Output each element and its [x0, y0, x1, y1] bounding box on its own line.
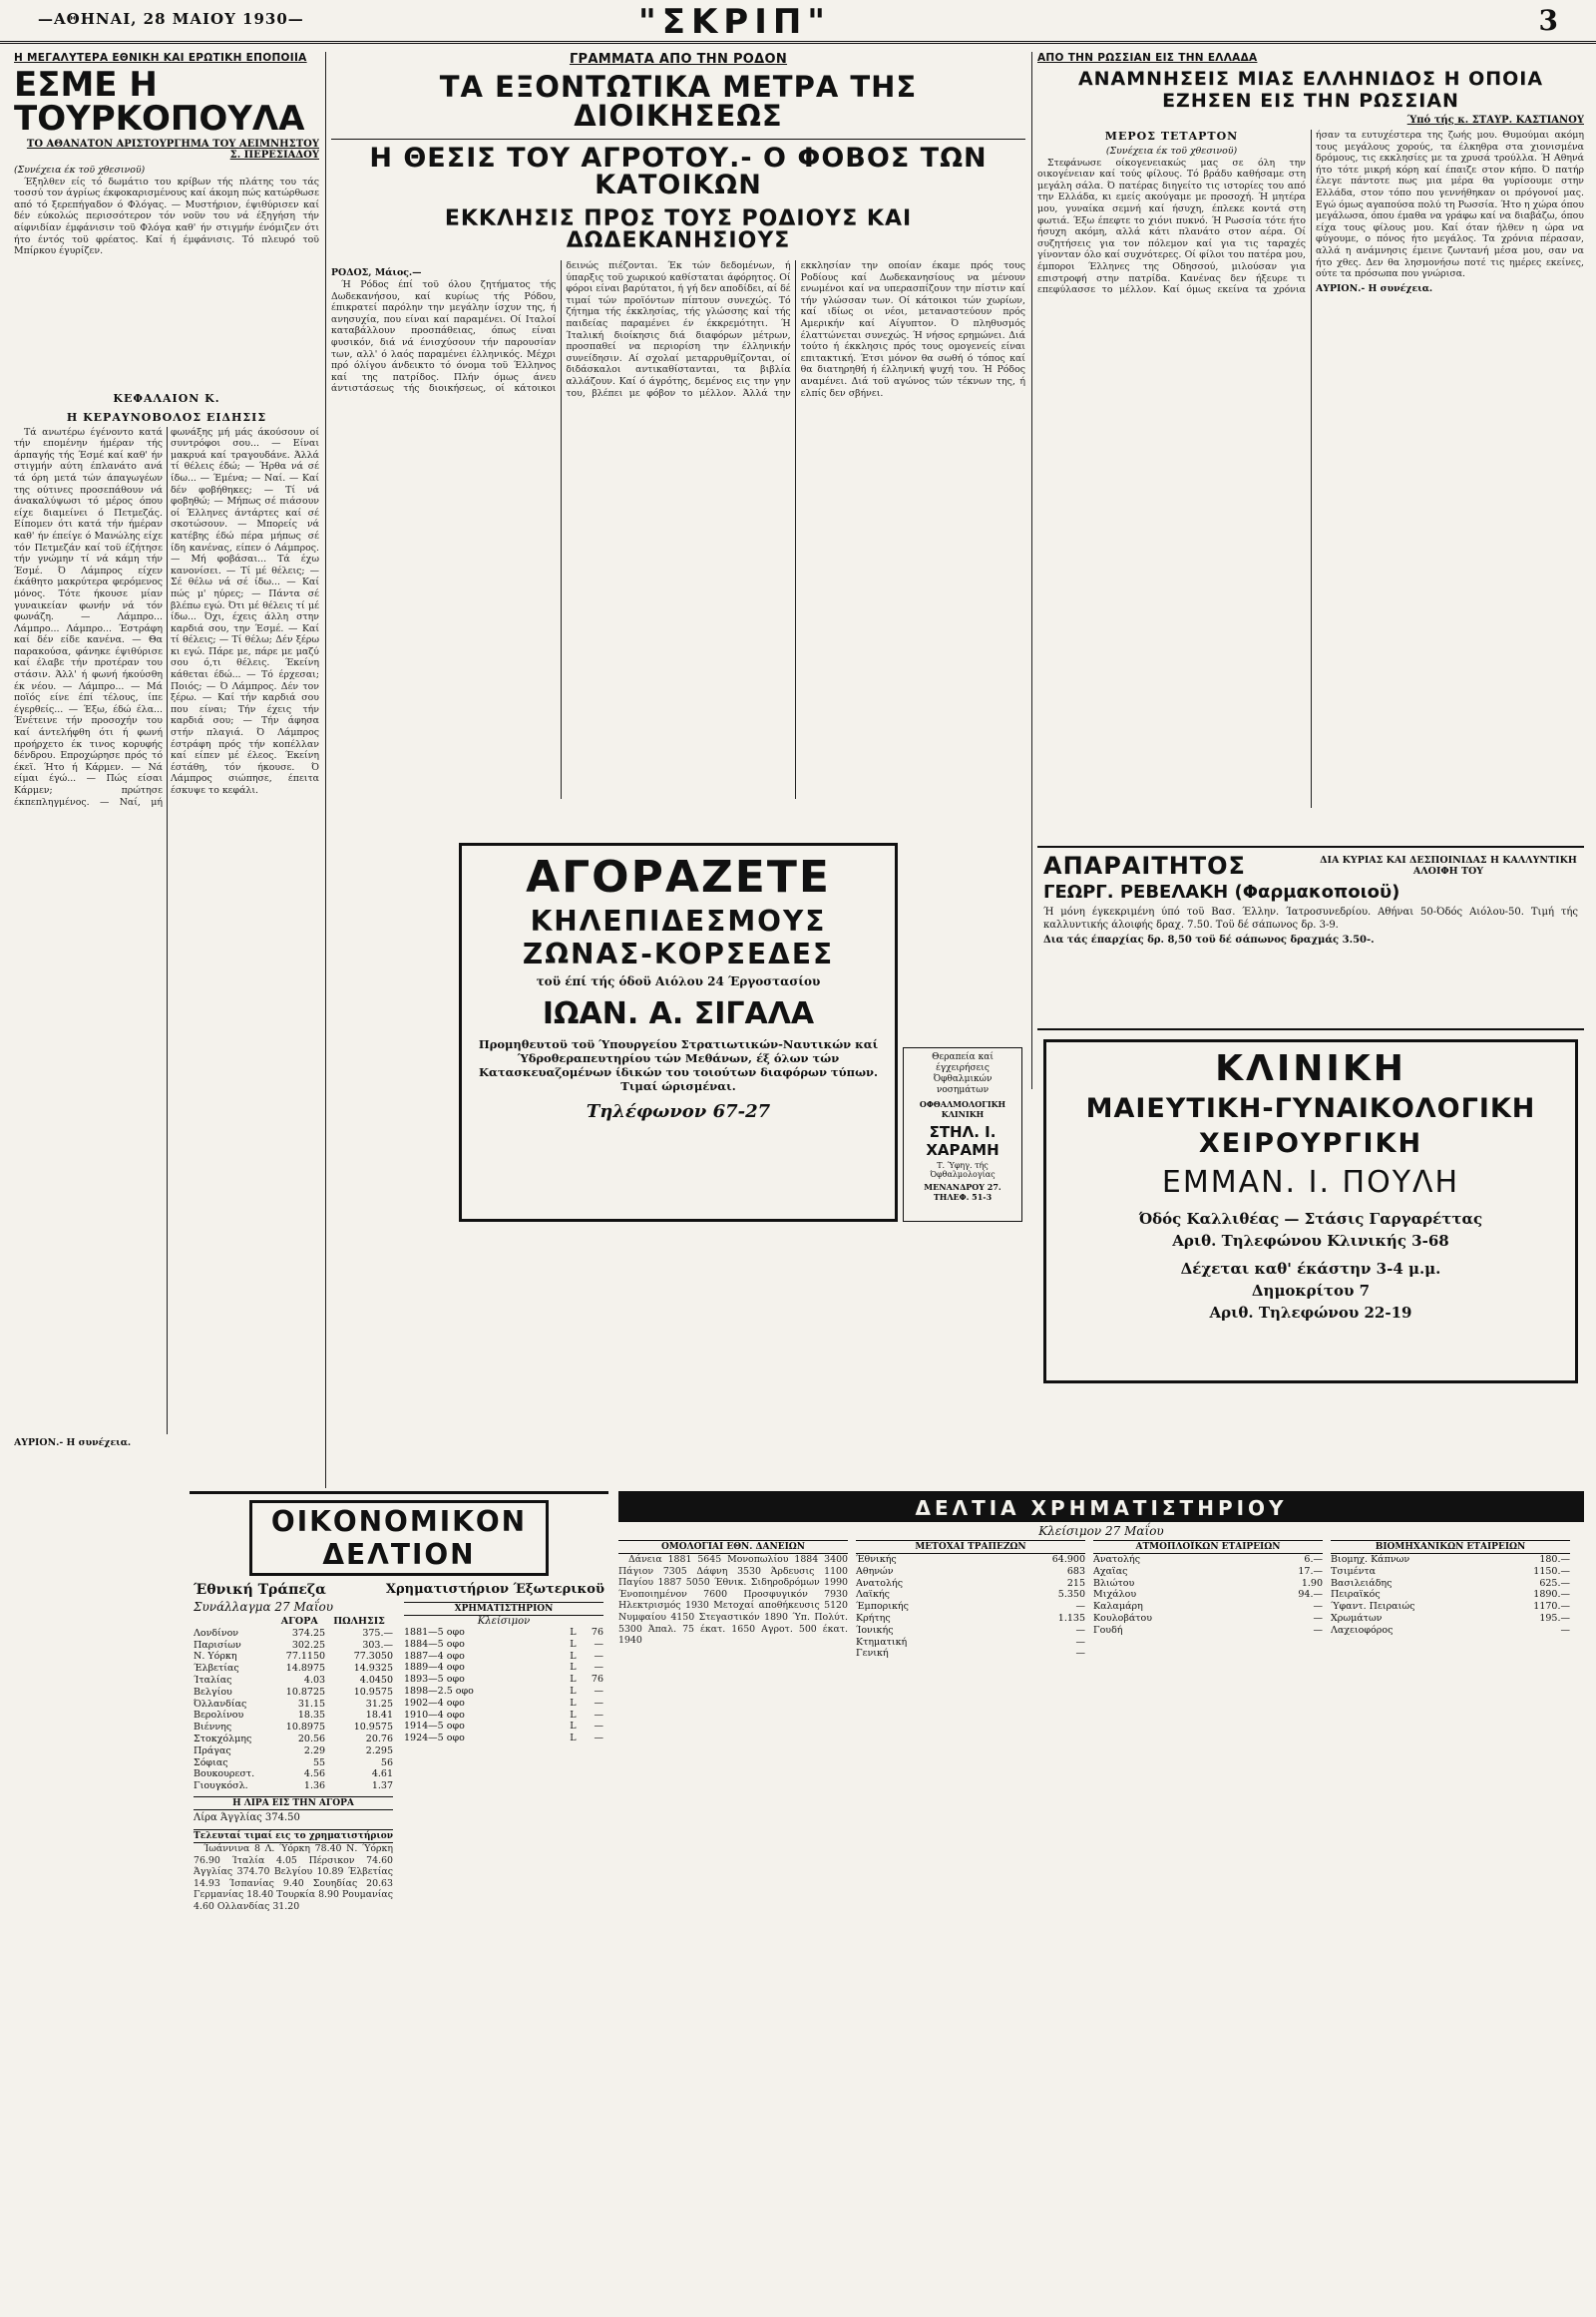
corset-ad-maker: ΙΩΑΝ. Α. ΣΙΓΑΛΑ: [542, 996, 815, 1031]
row-value: 375.—: [362, 1627, 393, 1639]
serial-byline: ΤΟ ΑΘΑΝΑΤΟΝ ΑΡΙΣΤΟΥΡΓΗΜΑ ΤΟΥ ΑΕΙΜΝΗΣΤΟΥ Σ. ΠΕΡΕΣΙΑΔΟΥ: [26, 139, 319, 161]
exchange-rate-row: [194, 1651, 393, 1663]
memoir-headline: ΑΝΑΜΝΗΣΕΙΣ ΜΙΑΣ ΕΛΛΗΝΙΔΟΣ Η ΟΠΟΙΑ ΕΖΗΣΕΝ ΕΙΣ ΤΗΝ ΡΩΣΣΙΑΝ: [1077, 68, 1544, 112]
loan-row: [404, 1662, 603, 1674]
corset-ad-line-4: τοϋ έπί τής όδοϋ Αιόλου 24 Έργοστασίου: [536, 974, 821, 988]
row-label: 1910—4 οφο: [404, 1709, 465, 1721]
russia-memoir-column: [1037, 52, 1584, 840]
bank-share-row: [856, 1566, 1085, 1578]
row-value: 76: [591, 1674, 603, 1686]
industrial-share-row: [1331, 1613, 1570, 1625]
industrial-share-row: [1331, 1625, 1570, 1637]
row-value: 195.—: [1539, 1612, 1570, 1624]
shipping-share-row: [1093, 1613, 1323, 1625]
loans-table: [404, 1627, 603, 1744]
rhodes-headline-1: ΤΑ ΕΞΟΝΤΩΤΙΚΑ ΜΕΤΡΑ ΤΗΣ ΔΙΟΙΚΗΣΕΩΣ: [439, 70, 918, 133]
row-label: 1887—4 οφο: [404, 1650, 465, 1662]
row-label: Παρισίων: [194, 1639, 241, 1651]
loan-row: [404, 1627, 603, 1639]
row-label: Λαϊκής: [856, 1589, 890, 1601]
eye-clinic-line-3: Τ. Ύφηγ. τής Όφθαλμολογίας: [930, 1161, 996, 1179]
corset-advertisement: [459, 843, 898, 1222]
serial-body-text-1: Έξηλθεν είς τό δωμάτιο του κρίβων τής πλάτης του τάς τοσσύ τον άγρίως έκφοκαρισμένους καί άκομη πώς κατώρθωσε από τό ξερεπήγαδον ό Φλόγας. — Μυστήριον, έψιθύρισεν καί δέν εύκολώς περισσότερον τόν νοϋν του νά έξηγήση τήν αίφνιδίαν έμφάνισιν τοϋ Φλόγα καθ' ήν στιγμήν ένόμιζεν ότι ήτο έντός τοϋ φρέατος. Καί ή έμφάνισις. Τό πλευρό τοϋ Μπίρκου έγυρίζεν.: [14, 176, 319, 257]
bank-share-row: [856, 1554, 1085, 1566]
row-value: 17.—: [1298, 1565, 1323, 1577]
loan-row: [404, 1639, 603, 1651]
exchange-rate-row: [194, 1675, 393, 1687]
row-label: Βιομηχ. Κάπνων: [1331, 1554, 1410, 1565]
row-label: Ανατολής: [856, 1577, 904, 1589]
maternity-ad-doctor: ΕΜΜΑΝ. Ι. ΠΟΥΛΗ: [1161, 1165, 1460, 1200]
row-value: 10.8975: [285, 1722, 326, 1734]
row-value: —: [594, 1697, 603, 1709]
row-label: Βασιλειάδης: [1331, 1577, 1393, 1589]
row-value: 1.90: [1301, 1577, 1323, 1589]
row-label: Ν. Υόρκη: [194, 1651, 237, 1663]
row-label: Πειραϊκός: [1331, 1589, 1381, 1601]
cosmetic-ad-subtitle: ΔΙΑ ΚΥΡΙΑΣ ΚΑΙ ΔΕΣΠΟΙΝΙΔΑΣ Η ΚΑΛΛΥΝΤΙΚΗ ΑΛΟΙΦΗ ΤΟΥ: [1320, 855, 1577, 877]
row-label: Ύφαντ. Πειραιώς: [1331, 1601, 1415, 1613]
maternity-ad-hours-2: Δημοκρίτου 7: [1251, 1282, 1371, 1300]
loan-row: [404, 1651, 603, 1663]
row-label: Βερολίνου: [194, 1710, 244, 1722]
row-value: 2.29: [303, 1744, 326, 1756]
industrial-share-row: [1331, 1554, 1570, 1566]
memoir-byline: Ύπό τής κ. ΣΤΑΥΡ. ΚΑΣΤΙΑΝΟΥ: [1406, 115, 1584, 126]
row-value: 56: [380, 1756, 393, 1768]
row-label: Μιχάλου: [1093, 1589, 1137, 1601]
row-label: 1902—4 οφο: [404, 1697, 465, 1709]
row-label: 1884—5 οφο: [404, 1638, 465, 1650]
row-value: —: [594, 1685, 603, 1697]
row-value: 64.900: [1051, 1554, 1085, 1565]
row-label: Κτηματική: [856, 1636, 908, 1648]
loan-row: [404, 1710, 603, 1722]
financial-bulletin: [190, 1491, 608, 2299]
loan-row: [404, 1733, 603, 1744]
exchange-rate-row: [194, 1663, 393, 1675]
row-label: 1893—5 οφο: [404, 1674, 465, 1686]
row-value: 302.25: [291, 1639, 326, 1651]
shipping-share-row: [1093, 1578, 1323, 1590]
row-label: Στοκχόλμης: [194, 1733, 252, 1744]
serial-headline: ΕΣΜΕ Η ΤΟΥΡΚΟΠΟΥΛΑ: [14, 65, 305, 139]
gold-price: Λίρα Άγγλίας 374.50: [194, 1811, 300, 1823]
row-value: 18.41: [365, 1710, 393, 1722]
shipping-share-row: [1093, 1589, 1323, 1601]
exchange-rate-row: [194, 1780, 393, 1792]
exchange-rate-row: [194, 1768, 393, 1780]
row-value: 31.15: [297, 1698, 326, 1710]
page-number: 3: [1538, 4, 1558, 37]
finance-date: Συνάλλαγμα 27 Μαΐου: [194, 1600, 334, 1614]
stock-bulletin: [618, 1491, 1584, 2299]
industrial-share-row: [1331, 1566, 1570, 1578]
column-rule: [325, 52, 326, 1488]
row-value: 77.3050: [353, 1651, 393, 1663]
row-value: 10.9575: [353, 1722, 393, 1734]
column-header: [194, 1616, 273, 1628]
row-value: —: [594, 1709, 603, 1721]
row-value: 94.—: [1298, 1589, 1323, 1601]
row-label: Καλαμάρη: [1093, 1601, 1143, 1613]
row-value: 374.25: [291, 1627, 326, 1639]
loan-row: [404, 1674, 603, 1686]
row-label: Έθνικής: [856, 1554, 897, 1565]
bulletin-col-1: [618, 1540, 848, 2152]
row-label: Ίταλίας: [194, 1674, 232, 1686]
serial-signoff: ΑΥΡΙΟΝ.- Η συνέχεια.: [14, 1436, 132, 1448]
maternity-ad-line-2: ΜΑΙΕΥΤΙΚΗ-ΓΥΝΑΙΚΟΛΟΓΙΚΗ: [1085, 1093, 1536, 1124]
row-value: 1.37: [371, 1780, 393, 1792]
row-label: Πράγας: [194, 1744, 231, 1756]
exchange-rate-row: [194, 1734, 393, 1745]
row-value: L: [570, 1697, 577, 1709]
row-label: Τσιμέντα: [1331, 1565, 1377, 1577]
newspaper-title: "ΣΚΡΙΠ": [638, 2, 832, 42]
masthead: [0, 0, 1596, 44]
row-value: 20.76: [365, 1733, 393, 1744]
column-header: ΠΩΛΗΣΙΣ: [333, 1616, 385, 1627]
row-value: 18.35: [297, 1710, 326, 1722]
row-value: —: [1560, 1624, 1570, 1636]
bourse-text: Ίωάννινα 8 Λ. Ύόρκη 78.40 Ν. Ύόρκη 76.90 Ίταλία 4.05 Πέρσικον 74.60 Άγγλίας 374.70 Βελγίου 10.89 Έλβετίας 14.93 Ίσπανίας 9.40 Σουηδίας 20.63 Γερμανίας 18.40 Τουρκία 8.90 Ρουμανίας 4.60 Ολλανδίας 31.20: [194, 1842, 393, 1912]
row-value: 1.36: [303, 1780, 326, 1792]
row-value: 6.—: [1304, 1554, 1323, 1565]
rhodes-headline-2: Η ΘΕΣΙΣ ΤΟΥ ΑΓΡΟΤΟΥ.- Ο ΦΟΒΟΣ ΤΩΝ ΚΑΤΟΙΚΩΝ: [331, 139, 1025, 198]
row-label: Βουκουρεστ.: [194, 1768, 255, 1780]
bulletin-title: ΔΕΛΤΙΑ ΧΡΗΜΑΤΙΣΤΗΡΙΟΥ: [618, 1494, 1584, 1522]
industrial-share-row: [1331, 1601, 1570, 1613]
issue-date: —ΑΘΗΝΑΙ, 28 ΜΑΙΟΥ 1930—: [38, 10, 304, 28]
row-label: Ανατολής: [1093, 1554, 1141, 1565]
row-label: Αχαΐας: [1093, 1565, 1128, 1577]
row-value: —: [1075, 1624, 1085, 1636]
row-label: Αθηνών: [856, 1565, 894, 1577]
row-value: 625.—: [1539, 1577, 1570, 1589]
gold-title: Η ΛΙΡΑ ΕΙΣ ΤΗΝ ΑΓΟΡΑ: [194, 1796, 393, 1810]
eye-clinic-line-1: Θεραπεία καί έγχειρήσεις Όφθαλμικών νοσημάτων: [932, 1052, 994, 1095]
shipping-share-row: [1093, 1625, 1323, 1637]
bank-share-row: [856, 1625, 1085, 1637]
bank-share-row: [856, 1648, 1085, 1660]
row-value: —: [1075, 1636, 1085, 1648]
maternity-ad-address-2: Αριθ. Τηλεφώνου Κλινικής 3-68: [1172, 1232, 1449, 1250]
row-value: 1890.—: [1533, 1589, 1570, 1601]
bulletin-col-4: [1331, 1540, 1570, 2152]
loans-closing: Κλείσιμον: [477, 1616, 531, 1627]
exchange-rate-row: [194, 1699, 393, 1711]
row-label: 1898—2.5 οφο: [404, 1685, 474, 1697]
bulletin-col-3: [1093, 1540, 1323, 2152]
column-rule: [1031, 52, 1032, 1089]
maternity-ad-hours-1: Δέχεται καθ' έκάστην 3-4 μ.μ.: [1180, 1260, 1441, 1278]
row-label: Όλλανδίας: [194, 1698, 247, 1710]
cosmetic-ad-maker: ΓΕΩΡΓ. ΡΕΒΕΛΑΚΗ (Φαρμακοποιοϋ): [1043, 882, 1400, 903]
row-value: 55: [312, 1756, 326, 1768]
row-value: 31.25: [365, 1698, 393, 1710]
shipping-shares-table: [1093, 1554, 1323, 1637]
row-value: 1170.—: [1533, 1601, 1570, 1613]
row-label: Κρήτης: [856, 1612, 891, 1624]
bank-share-row: [856, 1601, 1085, 1613]
row-value: —: [1075, 1648, 1085, 1660]
memoir-signoff: ΑΥΡΙΟΝ.- Η συνέχεια.: [1316, 282, 1433, 294]
rhodes-body-text: Ή Ρόδος έπί τοϋ όλου ζητήματος τής Δωδεκανήσου, καί κυρίως τής Ρόδου, έπικρατεί παρόλην την μεγάλην ίσχυν της, ή ανησυχία, που είναι καί παραμένει. Οί Ιταλοί καταβάλλουν προσπάθειας, όπως είναι φυσικόν, διά νά ένισχύσουν τήν παρουσίαν των, αλλ' ό λαός παραμένει έλληνικός. Μέχρι πρό όλίγου άνδεικτο τό όνομα τοϋ Έλληνος καί της πατρίδος. Πλήν όμως άνευ άντιστάσεως τής διοικήσεως, οί κάτοικοι δεινώς πιέζονται. Έκ τών δεδομένων, ή ύπαρξις τοϋ χωρικού καθίσταται άφόρητος. Οί φόροι είναι βαρύτατοι, ή γή δεν αποδίδει, αί δέ τιμαί τών προϊόντων πίπτουν συνεχώς. Τό ζήτημα τής έκκλησίας, τής γλώσσης καί τής παιδείας παραμένει έν έκκρεμότητι. Ή Ίταλική διοίκησις διά διαφόρων μέτρων, προσπαθεί να περιορίση την έλληνικήν συνείδησιν. Αί σχολαί μεταρρυθμίζονται, οί διδάσκαλοι αντικαθίστανται, τα βιβλία αλλάζουν. Καί ό άγρότης, δεμένος εις την γην του, βλέπει με φόβον το μέλλον. Άλλά την εκκλησίαν την οποίαν έκαμε πρός τους Ροδίους καί Δωδεκανησίους να μένουν ενωμένοι καί να υπερασπίζουν την πίστιν καί τήν γλώσσαν των. Οί κάτοικοι τών χωρίων, καί ιδίως οι νέοι, μεταναστεύουν πρός Αμερικήν καί Αίγυπτον. Ό πληθυσμός έλαττώνεται συνεχώς. Ή νήσος ερημώνει. Διά τούτο ή έκκλησις πρός τους ομογενείς είναι επιτακτική. Έτσι μόνον θα σωθή ό τόπος καί θα διατηρηθή ή έλληνική ψυχή του. Ή Ρόδος αναμένει. Διά τοϋ αγώνος τών τέκνων της, ή ελπίς δεν σβήνει.: [331, 260, 1025, 399]
finance-bank: Έθνική Τράπεζα: [194, 1582, 326, 1598]
rhodes-dateline: ΡΟΔΟΣ, Μάιος.—: [331, 267, 422, 278]
finance-exchange: Χρηματιστήριον Έξωτερικοϋ: [385, 1582, 604, 1597]
row-value: 2.295: [365, 1744, 393, 1756]
memoir-part: ΜΕΡΟΣ ΤΕΤΑΡΤΟΝ: [1104, 130, 1239, 143]
bulletin-sec1-title: ΟΜΟΛΟΓΙΑΙ ΕΘΝ. ΔΑΝΕΙΩΝ: [618, 1540, 848, 1554]
bulletin-sec3-title: ΑΤΜΟΠΛΟΪΚΩΝ ΕΤΑΙΡΕΙΩΝ: [1093, 1540, 1323, 1554]
industrial-share-row: [1331, 1578, 1570, 1590]
memoir-kicker: ΑΠΟ ΤΗΝ ΡΩΣΣΙΑΝ ΕΙΣ ΤΗΝ ΕΛΛΑΔΑ: [1037, 52, 1258, 64]
row-label: Ίονικής: [856, 1624, 894, 1636]
row-value: —: [594, 1638, 603, 1650]
maternity-clinic-advertisement: [1043, 1039, 1578, 1383]
corset-ad-phone: Τηλέφωνον 67-27: [586, 1101, 771, 1122]
exchange-rate-table: [194, 1616, 393, 1792]
exchange-rate-row: [194, 1640, 393, 1652]
row-value: 683: [1066, 1565, 1085, 1577]
corset-ad-line-1: ΑΓΟΡΑΖΕΤΕ: [526, 852, 831, 903]
serial-continued-note: (Συνέχεια έκ τοϋ χθεσινοϋ): [14, 165, 146, 176]
bank-shares-table: [856, 1554, 1085, 1660]
row-value: 14.9325: [353, 1663, 393, 1675]
row-value: —: [594, 1733, 603, 1744]
bank-share-row: [856, 1589, 1085, 1601]
serial-chapter: ΚΕΦΑΛΑΙΟΝ Κ.: [113, 391, 220, 405]
eye-clinic-line-2: ΟΦΘΑΛΜΟΛΟΓΙΚΗ ΚΛΙΝΙΚΗ: [919, 1099, 1006, 1119]
cosmetic-ad-footer: Δια τάς έπαρχίας δρ. 8,50 τοϋ δέ σάπωνος δραχμάς 3.50-.: [1043, 935, 1375, 946]
loans-column: [404, 1602, 603, 1744]
memoir-continued-note: (Συνέχεια έκ τοϋ χθεσινοϋ): [1105, 146, 1238, 157]
row-value: L: [570, 1674, 577, 1686]
row-value: L: [570, 1627, 577, 1638]
exchange-rate-row: [194, 1628, 393, 1640]
row-value: 10.8725: [285, 1686, 326, 1698]
row-label: Βιέννης: [194, 1722, 232, 1734]
row-value: L: [570, 1662, 577, 1674]
loan-row: [404, 1698, 603, 1710]
maternity-ad-line-3: ΧΕΙΡΟΥΡΓΙΚΗ: [1198, 1128, 1423, 1159]
serial-novel-column: [14, 52, 319, 1498]
cosmetic-ad-title: ΑΠΑΡΑΙΤΗΤΟΣ: [1043, 852, 1246, 880]
row-label: Έλβετίας: [194, 1663, 239, 1675]
row-label: Βλιώτου: [1093, 1577, 1135, 1589]
row-value: —: [1075, 1601, 1085, 1613]
row-label: 1881—5 οφο: [404, 1627, 465, 1638]
eye-clinic-name: ΣΤΗΛ. Ι. ΧΑΡΑΜΗ: [926, 1123, 999, 1159]
row-value: L: [570, 1709, 577, 1721]
industrial-share-row: [1331, 1589, 1570, 1601]
bank-share-row: [856, 1578, 1085, 1590]
corset-ad-line-2: ΚΗΛΕΠΙΔΕΣΜΟΥΣ: [530, 905, 827, 938]
bulletin-date: Κλείσιμον 27 Μαΐου: [1038, 1524, 1164, 1538]
row-value: 1150.—: [1533, 1565, 1570, 1577]
row-value: L: [570, 1650, 577, 1662]
row-value: 4.56: [303, 1768, 326, 1780]
row-label: 1914—5 οφο: [404, 1721, 465, 1733]
row-value: —: [1313, 1624, 1323, 1636]
maternity-ad-line-1: ΚΛΙΝΙΚΗ: [1215, 1048, 1406, 1089]
rhodes-kicker: ΓΡΑΜΜΑΤΑ ΑΠΟ ΤΗΝ ΡΟΔΟΝ: [569, 52, 788, 67]
row-value: 180.—: [1539, 1554, 1570, 1565]
row-value: —: [594, 1650, 603, 1662]
row-value: 76: [591, 1627, 603, 1638]
row-value: 77.1150: [285, 1651, 326, 1663]
row-label: Κουλοβάτου: [1093, 1612, 1152, 1624]
rhodes-body: [331, 260, 1025, 799]
memoir-body: [1037, 130, 1584, 808]
row-value: L: [570, 1721, 577, 1733]
maternity-ad-address-1: Όδός Καλλιθέας — Στάσις Γαργαρέττας: [1138, 1210, 1483, 1228]
row-value: L: [570, 1685, 577, 1697]
row-value: 5.350: [1057, 1589, 1085, 1601]
row-label: Σόφιας: [194, 1756, 228, 1768]
column-header: ΑΓΟΡΑ: [280, 1616, 318, 1627]
exchange-rate-row: [194, 1757, 393, 1769]
row-value: —: [594, 1721, 603, 1733]
row-value: —: [594, 1662, 603, 1674]
row-label: Έμπορικής: [856, 1601, 909, 1613]
serial-kicker: Η ΜΕΓΑΛΥΤΕΡΑ ΕΘΝΙΚΗ ΚΑΙ ΕΡΩΤΙΚΗ ΕΠΟΠΟΙΪΑ: [14, 52, 307, 64]
row-value: 10.9575: [353, 1686, 393, 1698]
loan-row: [404, 1721, 603, 1733]
row-label: 1889—4 οφο: [404, 1662, 465, 1674]
serial-chapter-title: Η ΚΕΡΑΥΝΟΒΟΛΟΣ ΕΙΔΗΣΙΣ: [66, 410, 267, 424]
row-value: 1.135: [1057, 1612, 1085, 1624]
row-value: —: [1313, 1601, 1323, 1613]
cosmetic-advertisement: [1037, 846, 1584, 1030]
bulletin-sec2-title: ΜΕΤΟΧΑΙ ΤΡΑΠΕΖΩΝ: [856, 1540, 1085, 1554]
corset-ad-body: Προμηθευτοϋ τοϋ Ύπουργείου Στρατιωτικών-Ναυτικών καί Ύδροθεραπευτηρίου τών Μεθάνων, έξ όλων τών Κατασκευαζομένων ίδικών του τοιούτων διαφόρων τύπων. Τιμαί ώρισμέναι.: [478, 1037, 879, 1093]
serial-body-text-2: Τά ανωτέρω έγένοντο κατά τήν επομένην ήμέραν τής άρπαγής τής Έσμέ καί καθ' ήν στιγμήν αύτη έπλανάτο ανά τά όρη μετά τών άπαγωγέων της ούτινες προσεπάθουν νά άνακαλύψωσι τό μέρος όπου είχε διαμείνει ό Πετμεζάς. Είπομεν ότι κατά τήν ήμέραν καθ' ήν έπείγε ό Μανώλης είχε τόν Πετμεζάν καί τοϋ έζήτησε τήν γνώμην τί νά κάμη τήν Έσμέ. Ό Λάμπρος είχεν έκάθητο μακρύτερα φερόμενος μόνος. Τότε ήκουσε μίαν γυναικείαν φωνήν νά τόν φωνάζη. — Λάμπρο... Λάμπρο... Λάμπρο... Έστράφη καί δέν είδε κανένα. — Θα παρακούσα, φάνηκε έψιθύρισε καί έλαβε τήν προτέραν του στάσιν. Άλλ' ή φωνή ήκούσθη έκ νέου. — Λάμπρο... — Μά ποϊός είνε έπί τέλους, ίπε έγερθείς... — Έξω, έδώ έλα... Ένέτεινε τήν προσοχήν του καί άντελήφθη ότι ή φωνή προήρχετο έκ τινος κορυφής δένδρου. Επροχώρησε πρός τό έκεϊ. Ήτο ή Κάρμεν. — Νά είμαι έγώ... — Πώς είσαι Κάρμεν; πρώτησε έκπεπληγμένος. — Ναί, μή φωνάξης μή μάς άκούσουν οί συντρόφοι σου... — Είναι μακρυά καί τραγουδάνε. Άλλά τί θέλεις έδώ; — Ήρθα νά σέ ίδω... — Έμένα; — Ναί. — Καί δέν φοβήθηκες; — Τί νά φοβηθώ; — Μήπως σέ πιάσουν οί Έλληνες άντάρτες καί σέ σκοτώσουν. — Μπορείς νά κατέβης έδώ πέρα μήπως σέ ίδη κανένας, είπεν ό Λάμπρος. — Μή φοβάσαι... Τά έχω κανονίσει. — Τί μέ θέλεις; — Σέ θέλω νά σέ ίδω... — Καί πώς μ' ηύρες; — Πάντα σέ βλέπω εγώ. Ότι μέ θέλεις τί μέ ίδω... Όχι, έχεις άλλη στην καρδιά σου, την Έσμέ. — Καί τί θέλεις; — Τί θέλω; Δέν ξέρω κι εγώ. Πάρε με, πάρε με μαζύ σου ό,τι θέλεις. Έκείνη κάθεται έδώ... — Τό έρχεσαι; Ποιός; — Ό Λάμπρος. Δέν τον ξέρω. — Καί τήν καρδιά σου που είναι; Τήν έχεις τήν καρδιά σου; — Τήν άφησα στήν πλαγιά. Ό Λάμπρος έστράφη πρός τήν κοπέλλαν καί είπεν μέ έλεος. Έκείνη έστάθη, τόν ήκουσε. Ό Λάμπρος σιώπησε, έπειτα έσκυψε το κεφάλι.: [14, 426, 319, 808]
corset-ad-line-3: ΖΩΝΑΣ-ΚΟΡΣΕΔΕΣ: [522, 938, 835, 970]
bourse-title: Τελευταί τιμαί εις το χρηματιστήριον: [194, 1830, 393, 1841]
bulletin-sec4-title: ΒΙΟΜΗΧΑΝΙΚΩΝ ΕΤΑΙΡΕΙΩΝ: [1331, 1540, 1570, 1554]
exchange-rate-row: [194, 1722, 393, 1734]
row-label: 1924—5 οφο: [404, 1733, 465, 1744]
row-value: 14.8975: [285, 1663, 326, 1675]
row-label: Γενική: [856, 1648, 889, 1660]
maternity-ad-hours-3: Αριθ. Τηλεφώνου 22-19: [1209, 1304, 1412, 1322]
row-value: 215: [1066, 1577, 1085, 1589]
row-label: Γουδή: [1093, 1624, 1123, 1636]
rhodes-headline-3: ΕΚΚΛΗΣΙΣ ΠΡΟΣ ΤΟΥΣ ΡΟΔΙΟΥΣ ΚΑΙ ΔΩΔΕΚΑΝΗΣΙΟΥΣ: [444, 206, 913, 253]
bulletin-sec1-text: Δάνεια 1881 5645 Μονοπωλίου 1884 3400 Πάγιον 7305 Δάφνη 3530 Άρδευσις 1100 Παγίου 1887 5050 Έθνικ. Σιδηροδρόμων 1990 Ένοποιημένον 7600 Προσφυγικόν 7930 Ηλεκτρισμός 1930 Μετοχαί αποθήκευσις 5120 Νυμφαίου 4150 Στεγαστικόν 1890 Ύπ. Πολύτ. 5300 Άπαλ. 75 έκατ. 1650 Αγροτ. 500 έκατ. 1940: [618, 1554, 848, 1647]
bulletin-col-2: [856, 1540, 1085, 2152]
memoir-body-text: Στεφάνωσε οίκογενειακώς μας σε όλη την οικογένειαν καί τούς φίλους. Τό βράδυ καθήσαμε στη μεγάλη σάλα. Ό πατέρας διηγείτο τις ιστορίες του από την Ελλάδα, κι εμείς ακούγαμε με προσοχή. Ή μητέρα μου, γυναίκα σεμνή καί ήσυχη, έπλεκε κοντά στη φωτιά. Έξω έπεφτε το χιόνι πυκνό. Ή Ρωσσία τότε ήτο ήσυχη ακόμη, αλλά κάτι πλανάτο στον αέρα. Οί συζητήσεις για τον πόλεμον καί για τις ταραχές γίνονταν όλο καί συχνότερες. Οί φίλοι του πατέρα μου, έμποροι Έλληνες της Οδησσού, μιλούσαν για επιστροφή στην πατρίδα. Κανένας δεν ήξευρε τι επεφύλασσε το μέλλον. Καί όμως εκείνα τα χρόνια ήσαν τα ευτυχέστερα της ζωής μου. Θυμούμαι ακόμη τους μεγάλους χορούς, τα έλκηθρα στα χιονισμένα δρόμους, τις εκκλησίες με τα χρυσά τρούλλα. Ή Αθηνά ήτο τότε μικρή κόρη καί έπαιζε στον κήπο. Ό πατήρ έλεγε πάντοτε πως μια μέρα θα γυρίσουμε στην Ελλάδα, στον τόπο που γεννήθηκαν οι πρόγονοί μας. Εγώ όμως αγαπούσα πολύ τη Ρωσσία. Ήτο η χώρα όπου μεγάλωσα, όπου έμαθα να γράφω καί να διαβάζω, όπου είχα τους φίλους μου. Καί όταν ήλθεν η ώρα να φύγουμε, ο πόνος ήτο μεγάλος. Τα χρόνια πέρασαν, αλλά η ανάμνησις έμεινε ζωντανή μέσα μου, σαν να ήτο χθες. Δεν θα λησμονήσω ποτέ τις ημέρες εκείνες, ούτε τα πρόσωπα που γνώρισα.: [1037, 130, 1584, 296]
industrial-shares-table: [1331, 1554, 1570, 1637]
shipping-share-row: [1093, 1601, 1323, 1613]
loan-row: [404, 1686, 603, 1698]
finance-title: ΟΙΚΟΝΟΜΙΚΟΝ ΔΕΛΤΙΟΝ: [270, 1505, 528, 1571]
row-value: L: [570, 1638, 577, 1650]
row-value: 4.0450: [359, 1674, 393, 1686]
bank-share-row: [856, 1637, 1085, 1649]
exchange-rate-row: [194, 1710, 393, 1722]
cosmetic-ad-body: Ή μόνη έγκεκριμένη ύπό τοϋ Βασ. Έλλην. Ίατροσυνεδρίου. Αθήναι 50-Όδός Αιόλου-50. Τιμή τής καλλυντικής άλοιφής δραχ. 7.50. Τοϋ δέ σάπωνος δρ. 3-9.: [1043, 907, 1578, 931]
row-label: Λαχειοφόρος: [1331, 1624, 1394, 1636]
row-value: 20.56: [297, 1733, 326, 1744]
shipping-share-row: [1093, 1554, 1323, 1566]
eye-clinic-address: ΜΕΝΑΝΔΡΟΥ 27. ΤΗΛΕΦ. 51-3: [924, 1182, 1001, 1202]
row-value: L: [570, 1733, 577, 1744]
row-label: Βελγίου: [194, 1686, 232, 1698]
row-label: Λονδίνον: [194, 1627, 239, 1639]
loans-title: ΧΡΗΜΑΤΙΣΤΗΡΙΟΝ: [404, 1602, 603, 1616]
exchange-rate-row: [194, 1745, 393, 1757]
exchange-rate-row: [194, 1687, 393, 1699]
row-value: 303.—: [362, 1639, 393, 1651]
finance-title-box: [249, 1500, 549, 1576]
eye-clinic-advertisement: [903, 1047, 1022, 1222]
row-label: Γιουγκόσλ.: [194, 1780, 248, 1792]
row-value: 4.61: [371, 1768, 393, 1780]
exchange-table-header: [194, 1616, 393, 1628]
row-value: —: [1313, 1612, 1323, 1624]
shipping-share-row: [1093, 1566, 1323, 1578]
row-value: 4.03: [303, 1674, 326, 1686]
row-label: Χρωμάτων: [1331, 1612, 1383, 1624]
bank-share-row: [856, 1613, 1085, 1625]
